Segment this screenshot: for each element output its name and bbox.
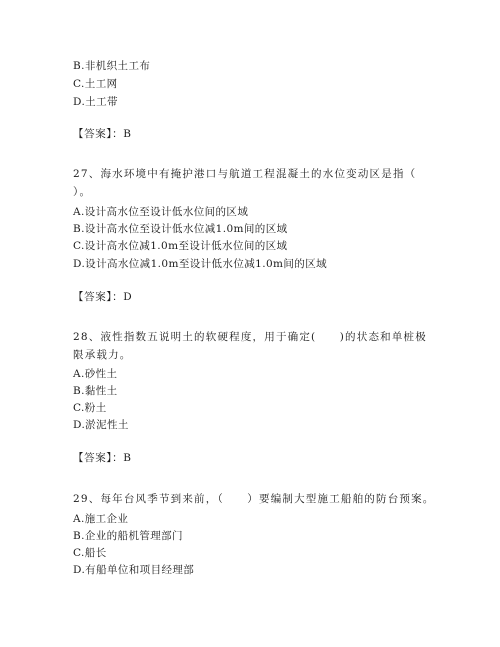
option-d-prev: D.土工带 xyxy=(73,96,118,108)
q28-option-a: A.砂性土 xyxy=(73,368,118,380)
q27-stem-line2: ）。 xyxy=(73,186,92,198)
q27-answer: 【答案】：D xyxy=(73,291,133,303)
q29-option-b: B.企业的船机管理部门 xyxy=(73,530,183,542)
answer-prev: 【答案】：B xyxy=(73,128,132,140)
q28-option-b: B.黏性土 xyxy=(73,385,118,397)
q28-stem-line1: 28、液性指数五说明土的软硬程度，用于确定( )的状态和单桩极 xyxy=(73,331,427,343)
q28-option-d: D.淤泥性土 xyxy=(73,419,129,431)
q28-answer: 【答案】：B xyxy=(73,452,132,464)
option-c-prev: C.土工网 xyxy=(73,78,118,90)
q29-option-d: D.有船单位和项目经理部 xyxy=(73,564,195,576)
q27-option-b: B.设计高水位至设计低水位减1.0m间的区域 xyxy=(73,223,288,235)
q27-option-c: C.设计高水位减1.0m至设计低水位间的区域 xyxy=(73,240,288,252)
q27-option-a: A.设计高水位至设计低水位间的区域 xyxy=(73,206,249,218)
q29-stem-line1: 29、每年台风季节到来前，（ ）要编制大型施工船舶的防台预案。 xyxy=(73,493,435,505)
q28-option-c: C.粉土 xyxy=(73,402,107,414)
q27-option-d: D.设计高水位减1.0m至设计低水位减1.0m间的区域 xyxy=(73,258,327,270)
option-b-prev: B.非机织土工布 xyxy=(73,60,151,72)
q27-stem-line1: 27、海水环境中有掩护港口与航道工程混凝土的水位变动区是指（ xyxy=(73,168,417,180)
q29-option-a: A.施工企业 xyxy=(73,513,129,525)
q29-option-c: C.船长 xyxy=(73,547,107,559)
q28-stem-line2: 限承载力。 xyxy=(73,349,132,361)
